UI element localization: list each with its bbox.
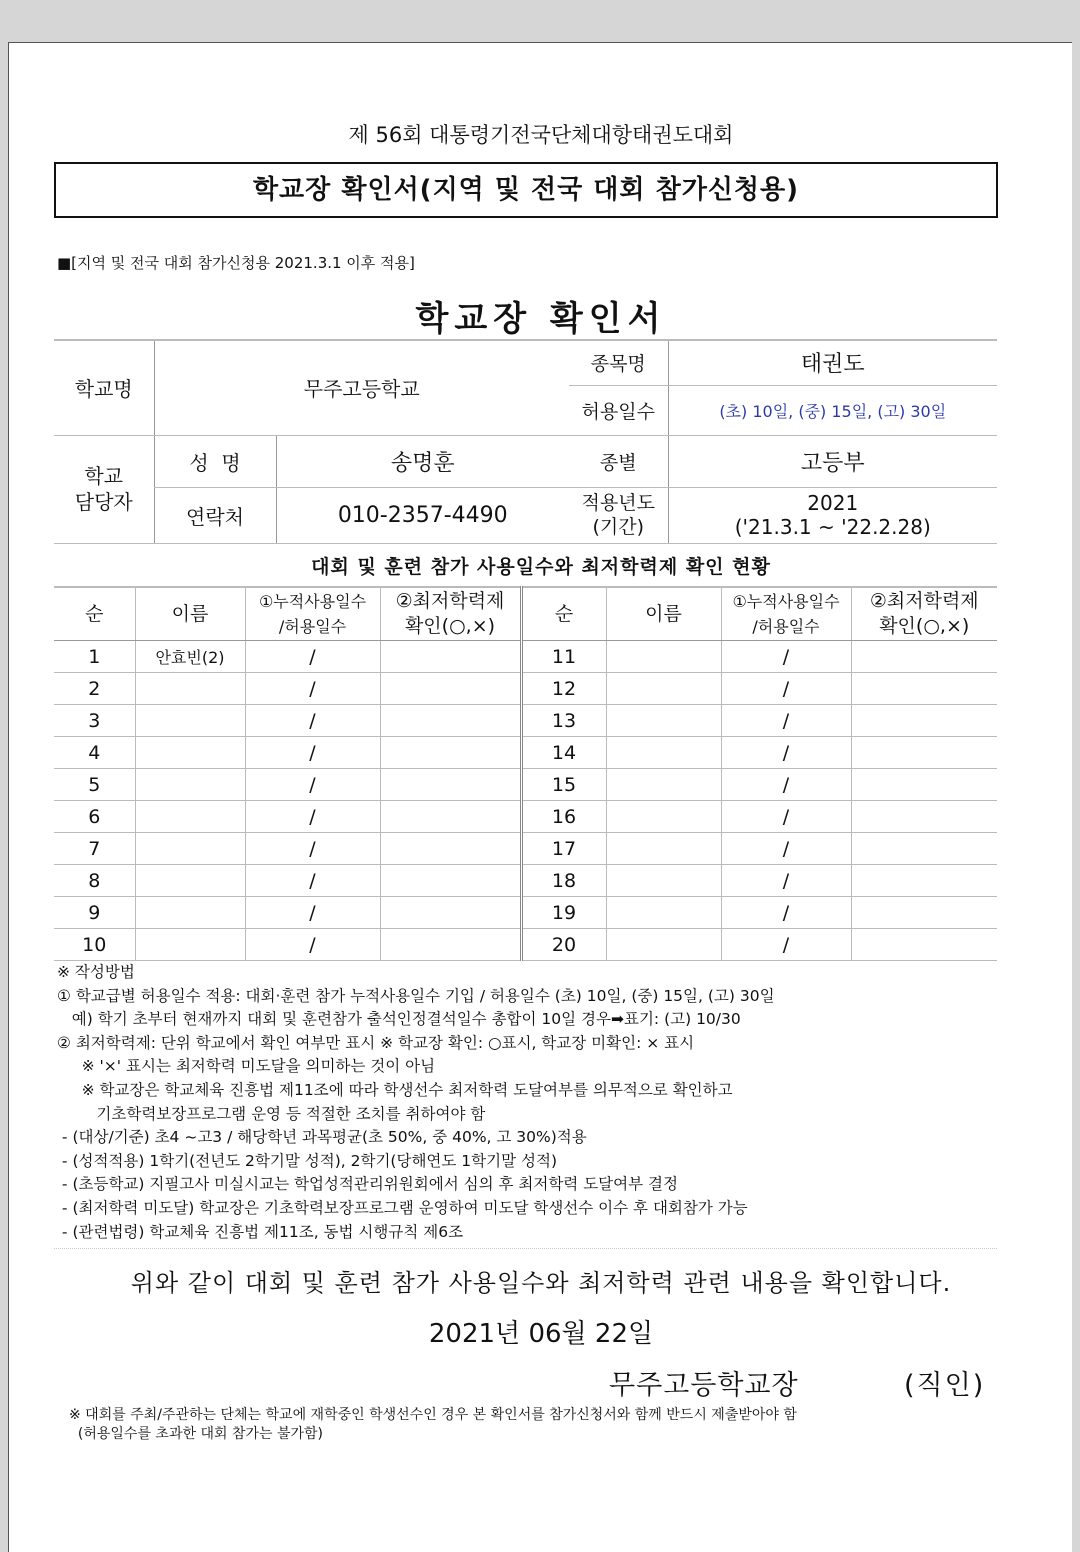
- days-used: /: [721, 865, 851, 897]
- days-used: /: [245, 737, 380, 769]
- col-header-days: ①누적사용일수 /허용일수: [721, 587, 851, 641]
- contact-label: 연락처: [154, 487, 276, 543]
- year-value: 2021 ('21.3.1 ~ '22.2.28): [668, 487, 997, 543]
- days-used: /: [245, 641, 380, 673]
- row-number: 20: [521, 929, 606, 961]
- method-line: ※ '×' 표시는 최저학력 미도달을 의미하는 것이 아님: [57, 1057, 436, 1076]
- student-name: [606, 833, 721, 865]
- student-name: [606, 865, 721, 897]
- row-number: 16: [521, 801, 606, 833]
- student-name: [135, 897, 245, 929]
- row-number: 7: [54, 833, 135, 865]
- min-academic-check: [851, 641, 997, 673]
- confirmation-statement: 위와 같이 대회 및 훈련 참가 사용일수와 최저학력 관련 내용을 확인합니다.: [130, 1269, 952, 1297]
- name-value: 송명훈: [276, 435, 569, 487]
- row-number: 6: [54, 801, 135, 833]
- row-number: 5: [54, 769, 135, 801]
- method-line: - (성적적용) 1학기(전년도 2학기말 성적), 2학기(당해연도 1학기말 성적): [57, 1151, 557, 1170]
- col-header-check: ②최저학력제 확인(○,×): [851, 587, 997, 641]
- row-number: 13: [521, 705, 606, 737]
- student-name: [606, 769, 721, 801]
- summary-title: 대회 및 훈련 참가 사용일수와 최저학력제 확인 현황: [311, 556, 771, 578]
- method-line: ※ 학교장은 학교체육 진흥법 제11조에 따라 학생선수 최저학력 도달여부를 의무적으로 확인하고: [57, 1080, 733, 1099]
- days-used: /: [721, 833, 851, 865]
- table-row: [54, 929, 997, 961]
- min-academic-check: [851, 673, 997, 705]
- col-header-no: 순: [54, 587, 135, 641]
- method-line: - (초등학교) 지필고사 미실시교는 학업성적관리위원회에서 심의 후 최저학력 도달여부 결정: [57, 1175, 678, 1194]
- min-academic-check: [851, 865, 997, 897]
- min-academic-check: [851, 737, 997, 769]
- min-academic-check: [380, 897, 521, 929]
- col-header-check: ②최저학력제 확인(○,×): [380, 587, 521, 641]
- table-row: [54, 897, 997, 929]
- table-row: [54, 737, 997, 769]
- days-used: /: [245, 801, 380, 833]
- method-line: - (관련법령) 학교체육 진흥법 제11조, 동법 시행규칙 제6조: [57, 1222, 464, 1241]
- table-row: [54, 641, 997, 673]
- method-section: [57, 961, 775, 1244]
- min-academic-check: [851, 833, 997, 865]
- min-academic-check: [380, 801, 521, 833]
- min-academic-check: [380, 929, 521, 961]
- days-used: /: [245, 705, 380, 737]
- student-name: [135, 737, 245, 769]
- row-number: 3: [54, 705, 135, 737]
- student-name: [135, 929, 245, 961]
- row-number: 9: [54, 897, 135, 929]
- student-name: [606, 897, 721, 929]
- row-number: 8: [54, 865, 135, 897]
- issue-date: 2021년 06월 22일: [428, 1319, 654, 1349]
- min-academic-check: [851, 769, 997, 801]
- row-number: 14: [521, 737, 606, 769]
- method-line: 기초학력보장프로그램 운영 등 적절한 조치를 취하여야 함: [57, 1104, 486, 1123]
- student-name: [606, 705, 721, 737]
- sport-label: 종목명: [569, 340, 668, 385]
- row-number: 11: [521, 641, 606, 673]
- col-header-no: 순: [521, 587, 606, 641]
- student-name: [135, 833, 245, 865]
- student-roster-table: [54, 586, 997, 961]
- student-name: [135, 673, 245, 705]
- row-number: 15: [521, 769, 606, 801]
- row-number: 1: [54, 641, 135, 673]
- student-name: [135, 865, 245, 897]
- roster-body: [54, 641, 997, 961]
- name-label: 성 명: [154, 435, 276, 487]
- official-seal: (직인): [904, 1370, 986, 1401]
- days-used: /: [721, 769, 851, 801]
- days-used: /: [245, 833, 380, 865]
- school-label: 학교명: [54, 340, 154, 435]
- student-name: [606, 801, 721, 833]
- table-row: [54, 801, 997, 833]
- days-used: /: [721, 929, 851, 961]
- method-line: - (대상/기준) 초4 ~고3 / 해당학년 과목평균(초 50%, 중 40%, 고 30%)적용: [57, 1128, 587, 1147]
- method-line: ① 학교급별 허용일수 적용: 대회·훈련 참가 누적사용일수 기입 / 허용일수 (초) 10일, (중) 15일, (고) 30일: [57, 986, 775, 1005]
- student-name: [135, 705, 245, 737]
- main-title: 학교장 확인서: [415, 299, 667, 339]
- min-academic-check: [380, 673, 521, 705]
- col-header-name: 이름: [606, 587, 721, 641]
- student-name: [606, 929, 721, 961]
- days-used: /: [245, 865, 380, 897]
- principal-name: 무주고등학교장: [609, 1370, 799, 1401]
- manager-label: 학교 담당자: [54, 435, 154, 543]
- row-number: 18: [521, 865, 606, 897]
- row-number: 2: [54, 673, 135, 705]
- min-academic-check: [380, 641, 521, 673]
- min-academic-check: [380, 865, 521, 897]
- method-title: ※ 작성방법: [57, 963, 135, 981]
- event-name: 제 56회 대통령기전국단체대항태권도대회: [348, 123, 734, 147]
- min-academic-check: [380, 737, 521, 769]
- student-name: [606, 737, 721, 769]
- school-info-table: [54, 339, 997, 544]
- min-academic-check: [851, 801, 997, 833]
- min-academic-check: [851, 897, 997, 929]
- row-number: 12: [521, 673, 606, 705]
- days-used: /: [245, 897, 380, 929]
- table-row: [54, 705, 997, 737]
- days-used: /: [245, 929, 380, 961]
- row-number: 10: [54, 929, 135, 961]
- row-number: 17: [521, 833, 606, 865]
- school-value: 무주고등학교: [154, 340, 569, 435]
- row-number: 4: [54, 737, 135, 769]
- days-used: /: [721, 641, 851, 673]
- divider: [54, 1248, 997, 1249]
- col-header-name: 이름: [135, 587, 245, 641]
- row-number: 19: [521, 897, 606, 929]
- method-lines: [57, 985, 775, 1245]
- method-line: 예) 학기 초부터 현재까지 대회 및 훈련참가 출석인정결석일수 총합이 10일 경우➡표기: (고) 10/30: [57, 1010, 741, 1029]
- days-used: /: [721, 673, 851, 705]
- allowed-days-label: 허용일수: [569, 385, 668, 435]
- days-used: /: [721, 737, 851, 769]
- table-row: [54, 673, 997, 705]
- method-line: - (최저학력 미도달) 학교장은 기초학력보장프로그램 운영하여 미도달 학생선수 이수 후 대회참가 가능: [57, 1198, 748, 1217]
- footnote: ※ 대회를 주최/주관하는 단체는 학교에 재학중인 학생선수인 경우 본 확인서를 참가신청서와 함께 반드시 제출받아야 함 (허용일수를 초과한 대회 참가는 불가함): [69, 1407, 797, 1442]
- sport-value: 태권도: [668, 340, 997, 385]
- min-academic-check: [380, 833, 521, 865]
- student-name: [135, 769, 245, 801]
- application-note: ■[지역 및 전국 대회 참가신청용 2021.3.1 이후 적용]: [57, 254, 415, 272]
- document-page: [8, 42, 1072, 1552]
- division-label: 종별: [569, 435, 668, 487]
- year-label: 적용년도 (기간): [569, 487, 668, 543]
- allowed-days-value: (초) 10일, (중) 15일, (고) 30일: [668, 385, 997, 435]
- division-value: 고등부: [668, 435, 997, 487]
- min-academic-check: [851, 705, 997, 737]
- contact-value: 010-2357-4490: [276, 487, 569, 543]
- days-used: /: [721, 897, 851, 929]
- days-used: /: [245, 769, 380, 801]
- col-header-days: ①누적사용일수 /허용일수: [245, 587, 380, 641]
- student-name: 안효빈(2): [135, 641, 245, 673]
- min-academic-check: [851, 929, 997, 961]
- min-academic-check: [380, 769, 521, 801]
- days-used: /: [721, 705, 851, 737]
- days-used: /: [721, 801, 851, 833]
- boxed-title: 학교장 확인서(지역 및 전국 대회 참가신청용): [54, 162, 998, 218]
- table-row: [54, 865, 997, 897]
- table-row: [54, 769, 997, 801]
- student-name: [606, 641, 721, 673]
- days-used: /: [245, 673, 380, 705]
- min-academic-check: [380, 705, 521, 737]
- student-name: [606, 673, 721, 705]
- method-line: ② 최저학력제: 단위 학교에서 확인 여부만 표시 ※ 학교장 확인: ○표시, 학교장 미확인: × 표시: [57, 1033, 695, 1052]
- table-row: [54, 833, 997, 865]
- student-name: [135, 801, 245, 833]
